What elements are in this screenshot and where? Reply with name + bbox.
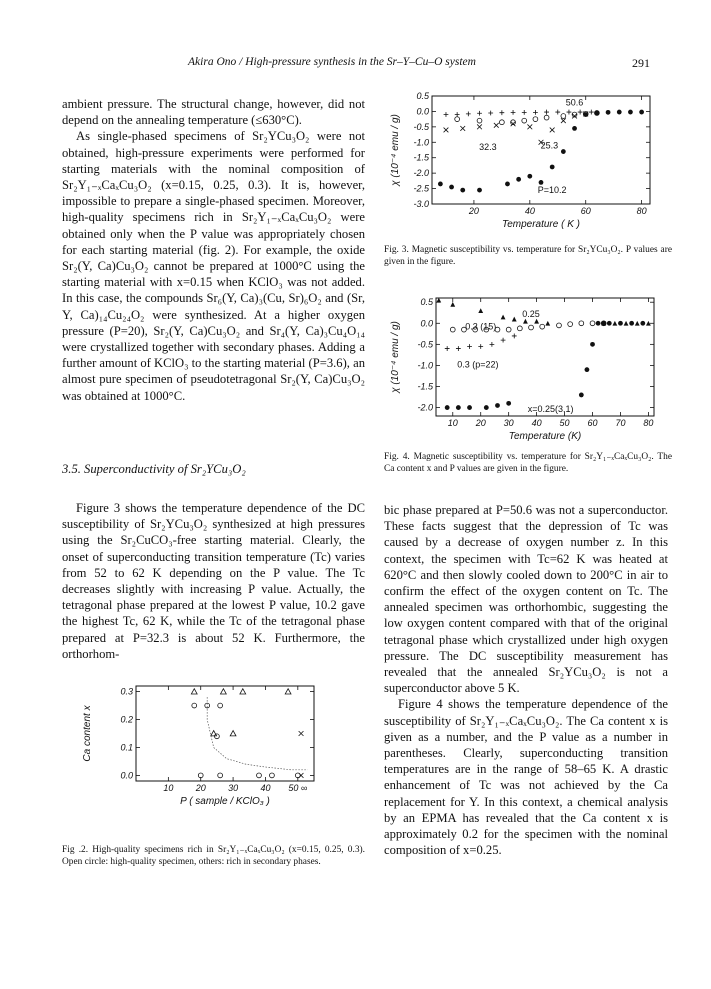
data-point	[499, 110, 504, 115]
data-point	[594, 111, 599, 116]
paragraph: ambient pressure. The structural change, however, did not depend on the annealing temperature (≤630°C).	[62, 97, 365, 128]
y-tick-label: 0.3	[120, 686, 133, 697]
data-point	[516, 177, 521, 182]
y-tick-label: 0.0	[416, 106, 429, 117]
data-point	[488, 111, 493, 116]
data-point	[257, 773, 262, 778]
y-axis-label: Ca content x	[82, 705, 93, 762]
data-point	[299, 731, 304, 736]
data-point	[501, 338, 506, 343]
data-point	[218, 703, 223, 708]
data-point	[579, 321, 584, 326]
data-point	[640, 321, 645, 326]
figure-4-caption: Fig. 4. Magnetic susceptibility vs. temperature for Sr₂Y₁₋ₓCaₓCu₃O₂. The Ca content x and P values are given in the figure.	[384, 452, 672, 474]
y-tick-label: -2.0	[413, 168, 429, 179]
data-point	[618, 321, 623, 326]
data-point	[550, 128, 555, 133]
x-tick-label: 20	[468, 206, 479, 216]
annotation-label: 0.25	[522, 308, 540, 319]
x-tick-label: 40	[531, 418, 542, 428]
x-axis-label: Temperature ( K )	[502, 219, 580, 230]
data-point	[438, 182, 443, 187]
running-header	[62, 56, 650, 72]
y-tick-label: -2.5	[413, 183, 429, 194]
data-point	[635, 321, 640, 326]
page-number: 291	[632, 56, 650, 70]
data-point	[629, 321, 634, 326]
data-point	[533, 110, 538, 115]
plot-frame	[436, 298, 654, 416]
right-column-bottom	[384, 502, 668, 858]
data-point	[450, 302, 455, 307]
data-point	[477, 118, 482, 123]
x-tick-label: 10	[447, 418, 458, 428]
x-axis-label: Temperature (K)	[508, 431, 582, 442]
data-point	[512, 317, 517, 322]
data-point	[466, 111, 471, 116]
y-tick-label: -1.5	[413, 152, 429, 163]
data-point	[539, 180, 544, 185]
annotation-label: 32.3	[479, 142, 497, 152]
y-tick-label: -1.0	[417, 360, 433, 371]
data-point	[583, 112, 588, 117]
data-point	[534, 319, 539, 324]
section-heading: 3.5. Superconductivity of Sr₂YCu₃O₂	[62, 462, 246, 476]
y-tick-label: -0.5	[413, 121, 429, 132]
plot-frame	[136, 686, 314, 781]
data-point	[511, 110, 516, 115]
y-axis-label: χ (10⁻⁴ emu / g)	[390, 321, 401, 393]
figure-2-caption: Fig .2. High-quality specimens rich in Sr₂Y₁₋ₓCaₓCu₃O₂ (x=0.15, 0.25, 0.3). Open circle: high-quality specimen, others: rich in secondary phases.	[62, 845, 365, 867]
data-point	[499, 120, 504, 125]
x-tick-label: 60	[587, 418, 598, 428]
data-point	[477, 124, 482, 129]
x-tick-label: 50	[559, 418, 570, 428]
data-point	[639, 110, 644, 115]
data-point	[578, 110, 583, 115]
left-column-top	[62, 96, 365, 404]
annotation-label: 25.3	[540, 140, 559, 151]
boundary-curve	[207, 697, 307, 770]
y-tick-label: 0.1	[120, 742, 133, 753]
figure-2-plot	[78, 680, 348, 815]
data-point	[501, 315, 506, 320]
data-point	[270, 773, 275, 778]
x-tick-label: 60	[580, 206, 591, 216]
y-tick-label: -1.5	[417, 381, 433, 392]
y-tick-label: -1.0	[413, 137, 429, 148]
data-point	[484, 405, 489, 410]
data-point	[561, 114, 566, 119]
data-point	[444, 112, 449, 117]
figure-2	[78, 680, 348, 820]
running-head: Akira Ono / High-pressure synthesis in the Sr–Y–Cu–O system	[188, 56, 476, 68]
annotation-label: P=10.2	[537, 185, 567, 196]
data-point	[460, 188, 465, 193]
data-point	[477, 188, 482, 193]
data-point	[529, 325, 534, 330]
data-point	[572, 126, 577, 131]
data-point	[512, 334, 517, 339]
data-point	[522, 110, 527, 115]
figure-3-caption: Fig. 3. Magnetic susceptibility vs. temperature for Sr₂YCu₃O₂. P values are given in the figure.	[384, 245, 672, 267]
data-point	[506, 327, 511, 332]
x-tick-label: 80	[636, 206, 647, 216]
data-point	[567, 110, 572, 115]
data-point	[540, 324, 545, 329]
data-point	[467, 405, 472, 410]
x-tick-label: 20	[475, 418, 486, 428]
data-point	[489, 342, 494, 347]
data-point	[585, 367, 590, 372]
data-point	[601, 321, 606, 326]
data-point	[494, 123, 499, 128]
data-point	[191, 689, 197, 694]
data-point	[589, 110, 594, 115]
data-point	[590, 321, 595, 326]
x-tick-label: 40	[260, 783, 271, 793]
x-tick-label: 50 ∞	[288, 783, 308, 793]
figure-4-plot	[384, 290, 674, 450]
data-point	[230, 731, 236, 736]
data-point	[445, 405, 450, 410]
y-tick-label: 0.5	[416, 91, 429, 101]
annotation-label: x=0.25(3.1)	[527, 403, 574, 414]
data-point	[506, 401, 511, 406]
data-point	[211, 731, 217, 736]
data-point	[606, 110, 611, 115]
data-point	[285, 689, 291, 694]
data-point	[617, 110, 622, 115]
y-tick-label: 0.5	[420, 297, 433, 308]
data-point	[522, 118, 527, 123]
data-point	[612, 321, 617, 326]
data-point	[477, 111, 482, 116]
data-point	[527, 174, 532, 179]
annotation-label: 0.3 (p=22)	[457, 359, 499, 370]
data-point	[456, 346, 461, 351]
paragraph: As single-phased specimens of Sr₂YCu₃O₂ were not obtained, high-pressure experiments were performed for starting materials with the nominal composition of Sr₂Y₁₋ₓCaₓCu₃O₂ (x=0.15, 0.25, 0.3). It is, however, impossible to prepare a single-phased specimen. Moreover, high-quality specimens rich in Sr₂Y₁₋ₓCaₓCu₃O₂ were obtained only when the P value was appropriately chosen for each starting material (fig. 2). For example, the oxide Sr₂(Y, Ca)Cu₃O₂ cannot be prepared at 1000°C using the starting material with x=0.15 when KClO₃ was not added. In this case, the compounds Sr₆(Y, Ca)₃(Cu, Sr)₆O₂ and (Sr, Y, Ca)₁₄Cu₂₄O₂ were synthesized. At a higher oxygen pressure (P=20), Sr₂(Y, Ca)Cu₃O₂ and Sr₄(Y, Ca)₃Cu₄O₁₄ were crystallized together with secondary phases. Adding a further amount of KClO₃ to the starting material (P=3.6), an almost pure specimen of pseudotetragonal Sr₂(Y, Ca)Cu₃O₂ was obtained at 1000°C.	[62, 129, 365, 403]
data-point	[455, 112, 460, 117]
data-point	[561, 149, 566, 154]
paragraph: Figure 3 shows the temperature dependence of the DC susceptibility of Sr₂YCu₃O₂ synthesized at high pressures using the Sr₂CuCO₃-free starting material. Clearly, the onset of superconducting transition temperature (Tc) varies from 52 to 62 K depending on the P value. The Tc decreases slightly with increasing P value. Actually, the tetragonal phase prepared at the lowest P value, 10.2 gave the highest Tc, 62 K, while the Tc of the tetragonal phase prepared at P=32.3 is about 52 K. Furthermore, the orthorhom-	[62, 501, 365, 661]
paragraph: Figure 4 shows the temperature dependence of the susceptibility of Sr₂Y₁₋ₓCaₓCu₃O₂. The Ca content x is given as a number, and the P value as a number in parentheses. Clearly, superconducting transition temperatures are in the range of 58–65 K. A drastic enhancement of Tc was not achieved by the Ca replacement for Y. In this context, a chemical analysis by an EPMA has revealed that the Ca content x is approximately 0.2 for the specimen with the nominal composition of x=0.25.	[384, 697, 668, 858]
data-point	[467, 344, 472, 349]
figure-3	[384, 88, 674, 243]
x-tick-label: 80	[643, 418, 654, 428]
figure-4	[384, 290, 674, 455]
x-axis-label: P ( sample / KClO₃ )	[180, 796, 270, 807]
data-point	[240, 689, 246, 694]
data-point	[478, 344, 483, 349]
y-tick-label: 0.0	[420, 318, 433, 329]
data-point	[533, 117, 538, 122]
data-point	[607, 321, 612, 326]
paragraph: bic phase prepared at P=50.6 was not a superconductor. These facts suggest that the depression of Tc was caused by a decrease of oxygen number z. In this context, the specimen with Tc=62 K was heated at 620°C and then slowly cooled down to 200°C in air to confirm the effect of the oxygen content on Tc. The annealed specimen was orthorhombic, suggesting the low oxygen content compared with that of the original tetragonal phase which crystallized under high oxygen pressure. The DC susceptibility measurement has revealed that the annealed Sr₂YCu₃O₂ is not a superconductor above 5 K.	[384, 503, 668, 696]
figure-3-plot	[384, 88, 674, 238]
data-point	[596, 321, 601, 326]
y-tick-label: -3.0	[413, 199, 429, 209]
data-point	[523, 319, 528, 324]
x-tick-label: 30	[503, 418, 514, 428]
x-tick-label: 40	[524, 206, 535, 216]
data-point	[505, 182, 510, 187]
data-point	[550, 165, 555, 170]
left-column-bottom	[62, 500, 365, 662]
data-point	[456, 405, 461, 410]
data-point	[517, 326, 522, 331]
data-point	[557, 323, 562, 328]
data-point	[579, 393, 584, 398]
x-tick-label: 30	[228, 783, 239, 793]
data-point	[628, 110, 633, 115]
data-point	[590, 342, 595, 347]
data-point	[624, 321, 629, 326]
data-point	[545, 321, 550, 326]
y-tick-label: -2.0	[417, 402, 433, 413]
data-point	[449, 185, 454, 190]
data-point	[450, 327, 455, 332]
data-point	[444, 128, 449, 133]
data-point	[445, 346, 450, 351]
y-axis-label: χ (10⁻⁴ emu / g)	[390, 114, 401, 186]
data-point	[568, 322, 573, 327]
data-point	[220, 689, 226, 694]
data-point	[460, 126, 465, 131]
y-tick-label: 0.0	[120, 770, 133, 781]
data-point	[218, 773, 223, 778]
data-point	[299, 773, 304, 778]
y-tick-label: -0.5	[417, 339, 433, 350]
data-point	[544, 110, 549, 115]
data-point	[544, 115, 549, 120]
annotation-label: 0.3 (15)	[465, 321, 497, 332]
data-point	[478, 308, 483, 313]
x-tick-label: 10	[163, 783, 174, 793]
data-point	[455, 117, 460, 122]
data-point	[495, 403, 500, 408]
data-point	[192, 703, 197, 708]
data-point	[527, 124, 532, 129]
annotation-label: 50.6	[565, 97, 584, 108]
data-point	[555, 110, 560, 115]
data-point	[561, 118, 566, 123]
y-tick-label: 0.2	[120, 714, 133, 725]
x-tick-label: 20	[195, 783, 206, 793]
x-tick-label: 70	[615, 418, 626, 428]
